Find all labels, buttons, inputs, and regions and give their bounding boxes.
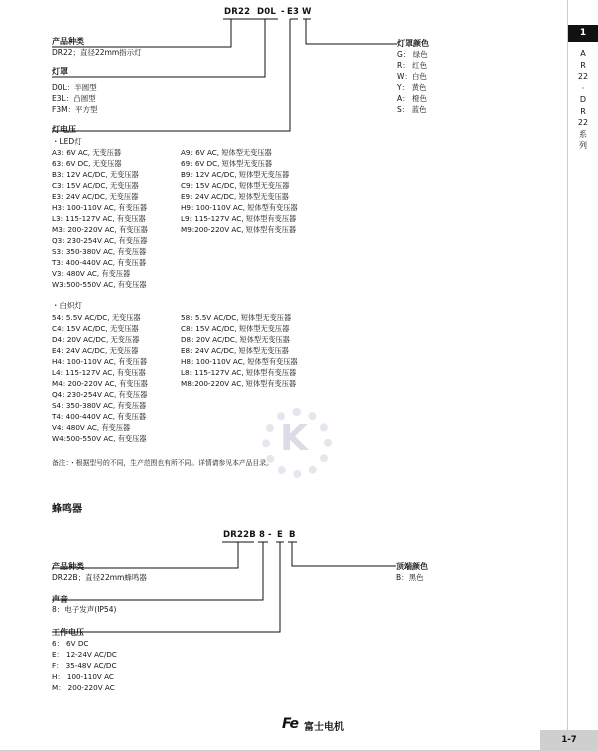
lamp-color-item: W：白色 bbox=[397, 72, 427, 81]
incandescent-label: ・白炽灯 bbox=[52, 301, 82, 310]
buzzer-title: 蜂鸣器 bbox=[52, 504, 82, 515]
inc-voltage-item: W4:500-550V AC, 有变压器 bbox=[52, 434, 147, 443]
buzzer-voltage-item: M： 200-220V AC bbox=[52, 683, 115, 692]
section-tab: 1 bbox=[568, 25, 598, 42]
led-voltage-item: B9: 12V AC/DC, 短体型无变压器 bbox=[181, 170, 290, 179]
buzzer-sound-label: 声音 bbox=[52, 595, 68, 604]
inc-voltage-item: L8: 115-127V AC, 短体型有变压器 bbox=[181, 368, 297, 377]
led-voltage-item: E3: 24V AC/DC, 无变压器 bbox=[52, 192, 139, 201]
brand-name: 富士电机 bbox=[304, 722, 344, 733]
inc-voltage-item: C4: 15V AC/DC, 无变压器 bbox=[52, 324, 139, 333]
inc-voltage-item: 58: 5.5V AC/DC, 短体型无变压器 bbox=[181, 313, 292, 322]
lamp-cover-item: F3M：平方型 bbox=[52, 105, 98, 114]
lamp-color-item: G： 绿色 bbox=[397, 50, 428, 59]
page-number: 1-7 bbox=[540, 730, 598, 751]
buzzer-code-color: B bbox=[289, 530, 296, 540]
led-voltage-item: V3: 480V AC, 有变压器 bbox=[52, 269, 131, 278]
led-voltage-item: A3: 6V AC, 无变压器 bbox=[52, 148, 122, 157]
lamp-category-value: DR22；直径22mm指示灯 bbox=[52, 48, 142, 57]
buzzer-category-label: 产品种类 bbox=[52, 562, 84, 571]
side-char: R bbox=[580, 106, 586, 116]
led-voltage-item: H3: 100-110V AC, 有变压器 bbox=[52, 203, 148, 212]
led-voltage-item: A9: 6V AC, 短体型无变压器 bbox=[181, 148, 272, 157]
inc-voltage-item: T4: 400-440V AC, 有变压器 bbox=[52, 412, 147, 421]
inc-voltage-item: H4: 100-110V AC, 有变压器 bbox=[52, 357, 148, 366]
led-voltage-item: M9:200-220V AC, 短体型有变压器 bbox=[181, 225, 297, 234]
inc-voltage-item: D8: 20V AC/DC, 短体型无变压器 bbox=[181, 335, 290, 344]
lamp-code-dash: - bbox=[281, 7, 285, 17]
buzzer-voltage-item: H： 100-110V AC bbox=[52, 672, 114, 681]
inc-voltage-item: M4: 200-220V AC, 有变压器 bbox=[52, 379, 148, 388]
inc-voltage-item: 54: 5.5V AC/DC, 无变压器 bbox=[52, 313, 141, 322]
led-voltage-item: L3: 115-127V AC, 有变压器 bbox=[52, 214, 146, 223]
led-voltage-item: 63: 6V DC, 无变压器 bbox=[52, 159, 122, 168]
lamp-note: 备注：・根据型号的不同，生产范围也有所不同。详情请参见本产品目录。 bbox=[52, 459, 273, 467]
lamp-voltage-label: 灯电压 bbox=[52, 125, 76, 134]
led-voltage-item: B3: 12V AC/DC, 无变压器 bbox=[52, 170, 139, 179]
led-voltage-item: H9: 100-110V AC, 短体型有变压器 bbox=[181, 203, 298, 212]
buzzer-voltage-item: 6： 6V DC bbox=[52, 639, 89, 648]
led-voltage-item: C3: 15V AC/DC, 无变压器 bbox=[52, 181, 139, 190]
buzzer-voltage-item: E： 12-24V AC/DC bbox=[52, 650, 117, 659]
inc-voltage-item: Q4: 230-254V AC, 有变压器 bbox=[52, 390, 148, 399]
side-char: 22 bbox=[577, 118, 589, 127]
side-char: D bbox=[579, 95, 587, 104]
inc-voltage-item: V4: 480V AC, 有变压器 bbox=[52, 423, 131, 432]
buzzer-topcolor-label: 顶端颜色 bbox=[396, 562, 428, 571]
buzzer-voltage-item: F： 35-48V AC/DC bbox=[52, 661, 117, 670]
side-char: 列 bbox=[579, 141, 587, 150]
lamp-cover-label: 灯罩 bbox=[52, 67, 68, 76]
buzzer-code-dash: - bbox=[268, 530, 272, 540]
led-voltage-item: E9: 24V AC/DC, 短体型无变压器 bbox=[181, 192, 289, 201]
led-voltage-item: 69: 6V DC, 短体型无变压器 bbox=[181, 159, 273, 168]
lamp-color-item: A： 橙色 bbox=[397, 94, 428, 103]
buzzer-voltage-label: 工作电压 bbox=[52, 628, 84, 637]
led-voltage-item: W3:500-550V AC, 有变压器 bbox=[52, 280, 147, 289]
inc-voltage-item: L4: 115-127V AC, 有变压器 bbox=[52, 368, 146, 377]
buzzer-voltage-list bbox=[52, 638, 117, 693]
led-voltage-item: Q3: 230-254V AC, 有变压器 bbox=[52, 236, 148, 245]
led-voltage-item: T3: 400-440V AC, 有变压器 bbox=[52, 258, 147, 267]
inc-voltage-item: C8: 15V AC/DC, 短体型无变压器 bbox=[181, 324, 290, 333]
section-side-label bbox=[568, 48, 598, 152]
led-list-right bbox=[181, 147, 298, 235]
lamp-color-item: Y： 黄色 bbox=[397, 83, 427, 92]
inc-voltage-item: H8: 100-110V AC, 短体型有变压器 bbox=[181, 357, 298, 366]
led-voltage-item: L9: 115-127V AC, 短体型有变压器 bbox=[181, 214, 297, 223]
inc-list-right bbox=[181, 312, 298, 389]
inc-voltage-item: E4: 24V AC/DC, 无变压器 bbox=[52, 346, 139, 355]
side-char: 系 bbox=[579, 129, 587, 139]
buzzer-code-voltage: E bbox=[277, 530, 284, 540]
buzzer-code-sound: 8 bbox=[259, 530, 266, 540]
buzzer-code-series: DR22B bbox=[223, 530, 256, 540]
lamp-code-series: DR22 bbox=[224, 7, 251, 17]
buzzer-sound-value: 8：电子发声(IP54) bbox=[52, 605, 117, 614]
buzzer-topcolor-value: B：黑色 bbox=[396, 573, 424, 582]
lamp-cover-item: D0L：半圆型 bbox=[52, 83, 97, 92]
side-char: 22 bbox=[577, 72, 589, 81]
lamp-cover-item: E3L：凸圆型 bbox=[52, 94, 96, 103]
led-voltage-item: C9: 15V AC/DC, 短体型无变压器 bbox=[181, 181, 290, 190]
inc-list-left bbox=[52, 312, 148, 444]
led-voltage-item: S3: 350-380V AC, 有变压器 bbox=[52, 247, 147, 256]
lamp-code-color: W bbox=[302, 7, 312, 17]
side-char: A bbox=[580, 49, 586, 58]
inc-voltage-item: S4: 350-380V AC, 有变压器 bbox=[52, 401, 147, 410]
lamp-code-cover: D0L bbox=[257, 7, 276, 17]
inc-voltage-item: D4: 20V AC/DC, 无变压器 bbox=[52, 335, 140, 344]
led-voltage-item: M3: 200-220V AC, 有变压器 bbox=[52, 225, 148, 234]
side-char: · bbox=[581, 83, 585, 93]
inc-voltage-item: M8:200-220V AC, 短体型有变压器 bbox=[181, 379, 297, 388]
lamp-color-item: S： 蓝色 bbox=[397, 105, 427, 114]
lamp-color-label: 灯罩颜色 bbox=[397, 39, 429, 48]
led-list-left bbox=[52, 147, 148, 290]
fuji-logo-icon: Fe bbox=[282, 716, 298, 732]
watermark-k-icon: K bbox=[280, 418, 308, 459]
buzzer-category-value: DR22B；直径22mm蜂鸣器 bbox=[52, 573, 147, 582]
lamp-category-label: 产品种类 bbox=[52, 37, 84, 46]
led-label: ・LED灯 bbox=[52, 137, 82, 146]
inc-voltage-item: E8: 24V AC/DC, 短体型无变压器 bbox=[181, 346, 289, 355]
lamp-color-item: R： 红色 bbox=[397, 61, 428, 70]
lamp-code-voltage: E3 bbox=[287, 7, 300, 17]
side-char: R bbox=[580, 60, 586, 70]
